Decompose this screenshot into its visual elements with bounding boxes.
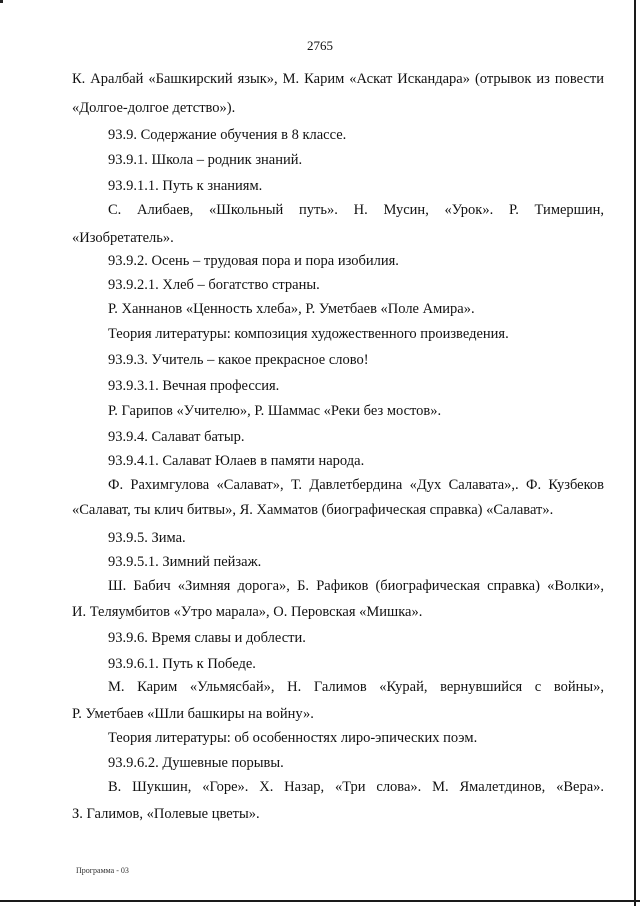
text-line: 93.9.6. Время славы и доблести. <box>108 630 306 646</box>
text-line: 93.9.1.1. Путь к знаниям. <box>108 178 263 194</box>
text-line: К. Аралбай «Башкирский язык», М. Карим «Аскат Искандара» (отрывок из повести <box>72 71 604 87</box>
text-line: М. Карим «Ульмясбай», Н. Галимов «Курай, вернувшийся с войны», <box>108 679 604 695</box>
text-line: «Салават, ты клич битвы», Я. Хамматов (биографическая справка) «Салават». <box>72 502 554 518</box>
text-line: Р. Уметбаев «Шли башкиры на войну». <box>72 706 314 722</box>
text-line: 93.9.6.2. Душевные порывы. <box>108 755 284 771</box>
footer-label: Программа - 03 <box>76 866 129 875</box>
text-line: «Изобретатель». <box>72 230 174 246</box>
text-line: Р. Ханнанов «Ценность хлеба», Р. Уметбаев «Поле Амира». <box>108 301 475 317</box>
text-line: З. Галимов, «Полевые цветы». <box>72 806 260 822</box>
text-line: 93.9.5.1. Зимний пейзаж. <box>108 554 262 570</box>
text-line: «Долгое-долгое детство»). <box>72 100 236 116</box>
text-line: Ф. Рахимгулова «Салават», Т. Давлетбердина «Дух Салавата»,. Ф. Кузбеков <box>108 477 604 493</box>
text-line: И. Теляумбитов «Утро марала», О. Перовская «Мишка». <box>72 604 423 620</box>
page-edge-right <box>634 0 636 906</box>
text-line: 93.9.2.1. Хлеб – богатство страны. <box>108 277 320 293</box>
text-line: Р. Гарипов «Учителю», Р. Шаммас «Реки без мостов». <box>108 403 442 419</box>
text-line: 93.9.3.1. Вечная профессия. <box>108 378 280 394</box>
text-line: 93.9.4.1. Салават Юлаев в памяти народа. <box>108 453 365 469</box>
text-line: 93.9.1. Школа – родник знаний. <box>108 152 303 168</box>
text-line: Ш. Бабич «Зимняя дорога», Б. Рафиков (биографическая справка) «Волки», <box>108 578 604 594</box>
text-line: 93.9. Содержание обучения в 8 классе. <box>108 127 347 143</box>
scan-artifact <box>0 0 3 3</box>
text-line: 93.9.5. Зима. <box>108 530 186 546</box>
text-line: 93.9.6.1. Путь к Победе. <box>108 656 256 672</box>
text-line: 93.9.4. Салават батыр. <box>108 429 245 445</box>
text-line: Теория литературы: об особенностях лиро-эпических поэм. <box>108 730 478 746</box>
page-number: 2765 <box>307 38 333 53</box>
page-edge-bottom <box>0 900 640 902</box>
text-line: 93.9.3. Учитель – какое прекрасное слово! <box>108 352 369 368</box>
text-line: С. Алибаев, «Школьный путь». Н. Мусин, «Урок». Р. Тимершин, <box>108 202 604 218</box>
text-line: 93.9.2. Осень – трудовая пора и пора изобилия. <box>108 253 399 269</box>
text-line: Теория литературы: композиция художественного произведения. <box>108 326 509 342</box>
text-line: В. Шукшин, «Горе». Х. Назар, «Три слова». М. Ямалетдинов, «Вера». <box>108 779 604 795</box>
